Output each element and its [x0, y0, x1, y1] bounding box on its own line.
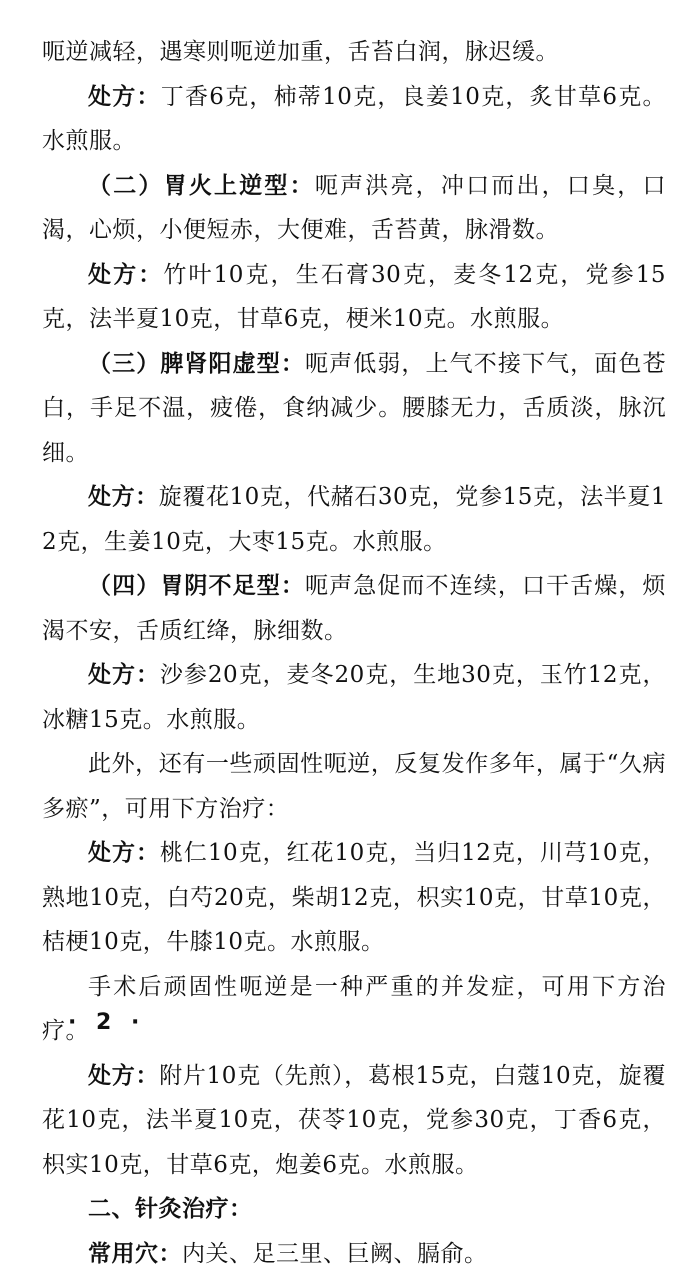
syndrome-type-text: 呃声洪亮，冲口而出，口臭，口渴，心烦，小便短赤，大便难，舌苔黄，脉滑数。 [42, 173, 666, 244]
prescription-paragraph [42, 1054, 666, 1188]
paragraph-continued [42, 30, 666, 75]
prescription-label: 处方： [88, 483, 159, 510]
syndrome-type-paragraph [42, 164, 666, 253]
prescription-label: 处方： [88, 83, 161, 110]
body-paragraph [42, 742, 666, 831]
paragraph-text: 呃逆减轻，遇寒则呃逆加重，舌苔白润，脉迟缓。 [42, 39, 559, 65]
prescription-paragraph [42, 653, 666, 742]
prescription-paragraph [42, 475, 666, 564]
prescription-text: 桃仁10克，红花10克，当归12克，川芎10克，熟地10克，白芍20克，柴胡12克，枳实10克，甘草10克，桔梗10克，牛膝10克。水煎服。 [42, 840, 666, 955]
syndrome-type-text: 呃声急促而不连续，口干舌燥，烦渴不安，舌质红绛，脉细数。 [42, 573, 666, 644]
syndrome-type-label: （三）脾肾阳虚型： [88, 350, 305, 377]
syndrome-type-paragraph [42, 342, 666, 476]
prescription-paragraph [42, 253, 666, 342]
syndrome-type-text: 呃声低弱，上气不接下气，面色苍白，手足不温，疲倦，食纳减少。腰膝无力，舌质淡，脉沉细。 [42, 351, 666, 466]
prescription-label: 处方： [88, 261, 163, 288]
section-heading: 二、针灸治疗： [42, 1187, 666, 1232]
acupoints-text: 内关、足三里、巨阙、膈俞。 [182, 1241, 488, 1267]
prescription-text: 旋覆花10克，代赭石30克，党参15克，法半夏12克，生姜10克，大枣15克。水煎服。 [42, 484, 666, 555]
prescription-paragraph [42, 75, 666, 164]
acupoints-label: 常用穴： [88, 1240, 182, 1267]
acupoints-paragraph [42, 1232, 666, 1276]
prescription-text: 沙参20克，麦冬20克，生地30克，玉竹12克，冰糖15克。水煎服。 [42, 662, 666, 733]
prescription-label: 处方： [88, 1062, 159, 1089]
prescription-text: 竹叶10克，生石膏30克，麦冬12克，党参15克，法半夏10克，甘草6克，梗米10克。水煎服。 [42, 262, 666, 333]
prescription-text: 丁香6克，柿蒂10克，良姜10克，炙甘草6克。水煎服。 [42, 84, 666, 155]
syndrome-type-paragraph [42, 564, 666, 653]
paragraph-text: 此外，还有一些顽固性呃逆，反复发作多年，属于“久病多瘀”，可用下方治疗： [42, 751, 666, 822]
page-number: · 2 · [68, 1010, 145, 1035]
prescription-paragraph [42, 831, 666, 965]
prescription-label: 处方： [88, 839, 160, 866]
prescription-text: 附片10克（先煎），葛根15克，白蔻10克，旋覆花10克，法半夏10克，茯苓10克，党参30克，丁香6克，枳实10克，甘草6克，炮姜6克。水煎服。 [42, 1063, 666, 1178]
body-paragraph [42, 965, 666, 1054]
prescription-label: 处方： [88, 661, 160, 688]
syndrome-type-label: （四）胃阴不足型： [88, 572, 305, 599]
paragraph-text: 手术后顽固性呃逆是一种严重的并发症，可用下方治疗。 [42, 974, 666, 1045]
syndrome-type-label: （二）胃火上逆型： [88, 172, 315, 199]
